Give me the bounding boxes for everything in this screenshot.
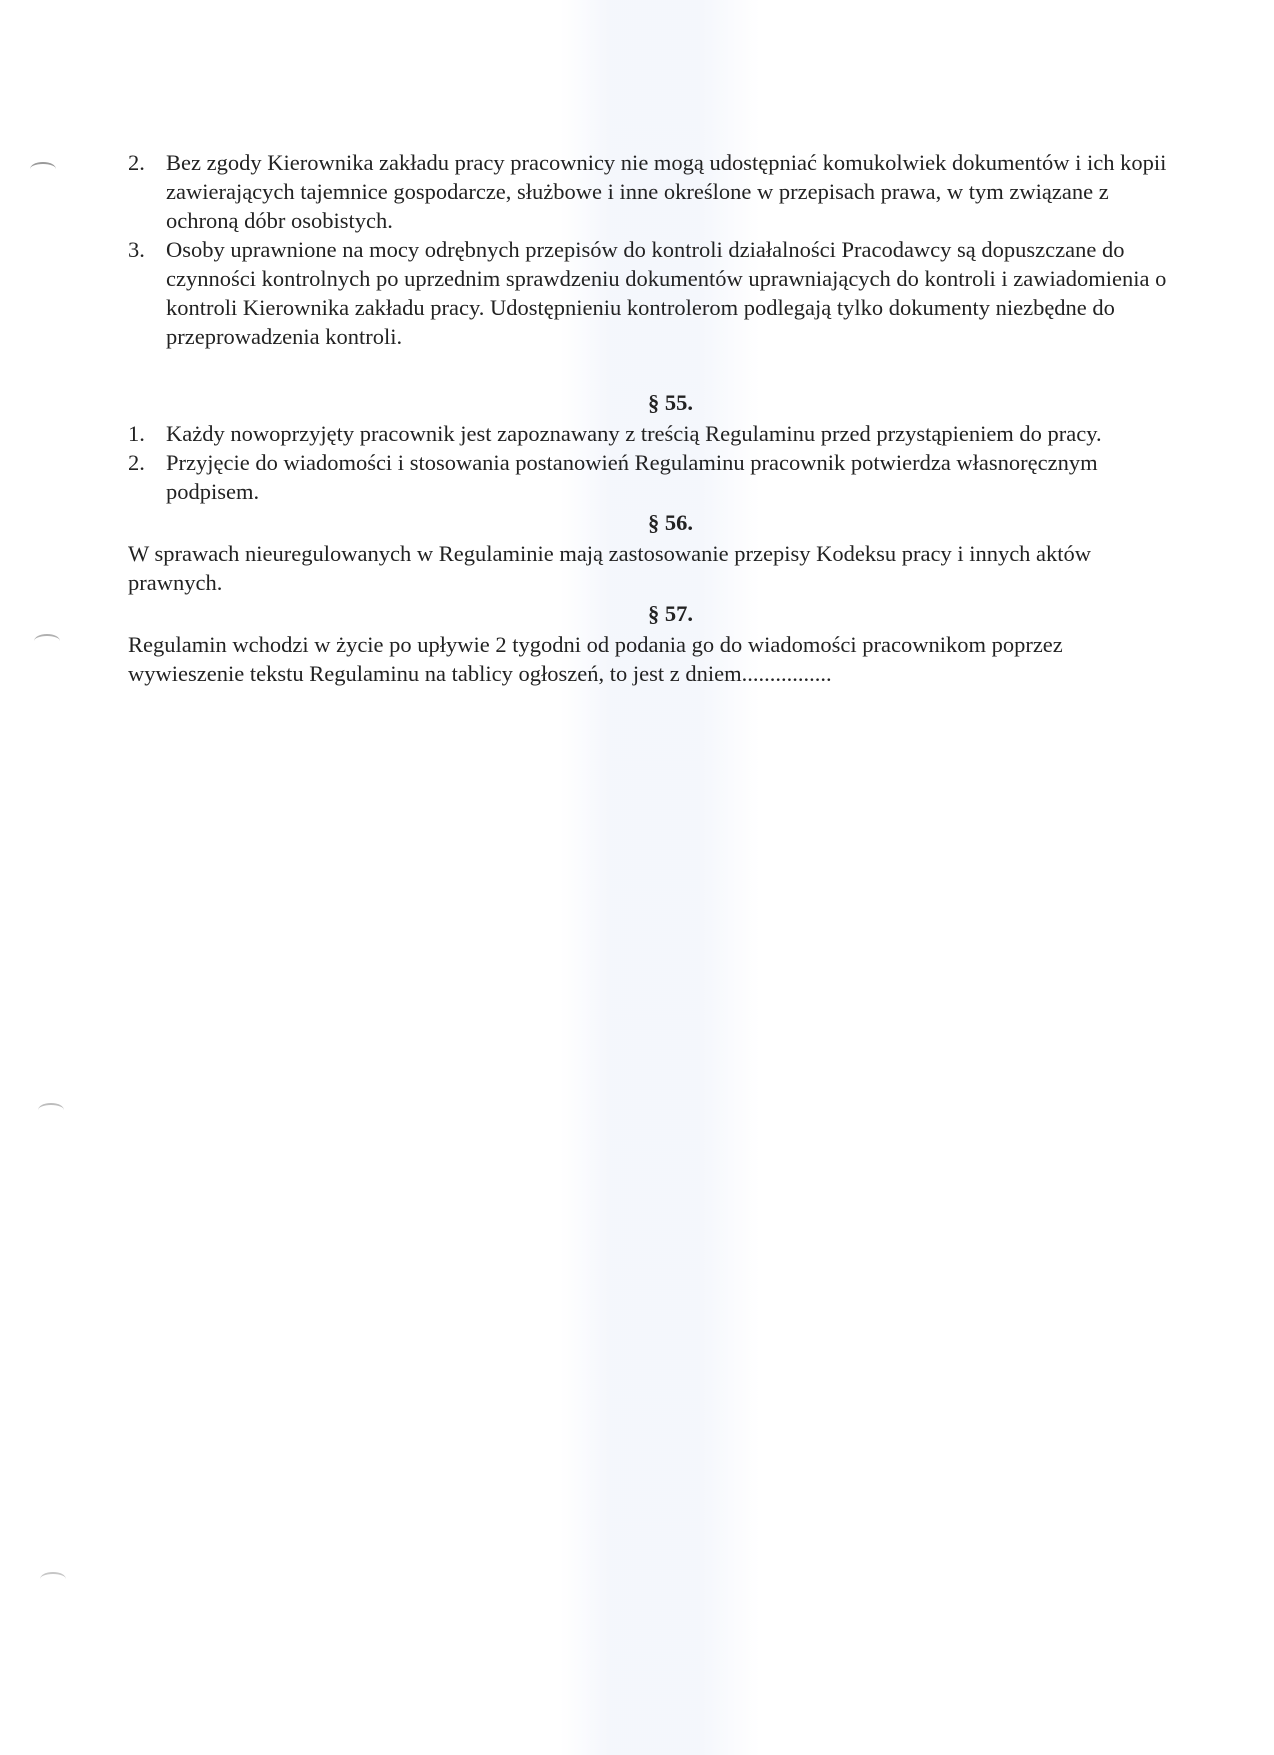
list-item	[128, 235, 1173, 351]
punch-hole-mark	[40, 1572, 66, 1586]
section-57-heading: § 57.	[648, 601, 693, 626]
list-item-number: 3.	[128, 237, 145, 262]
list-item	[128, 148, 1173, 235]
list-item	[128, 419, 1173, 448]
section-55-list	[128, 419, 1173, 506]
section-56-text: W sprawach nieuregulowanych w Regulaminie mają zastosowanie przepisy Kodeksu pracy i innych aktów prawnych.	[128, 541, 1092, 595]
list-item-text: Każdy nowoprzyjęty pracownik jest zapoznawany z treścią Regulaminu przed przystąpieniem do pracy.	[166, 421, 1102, 446]
intro-list	[128, 148, 1173, 351]
document-body	[128, 148, 1173, 688]
section-55-heading: § 55.	[648, 390, 693, 415]
section-56-heading: § 56.	[648, 510, 693, 535]
list-item-number: 2.	[128, 450, 145, 475]
section-57-text: Regulamin wchodzi w życie po upływie 2 tygodni od podania go do wiadomości pracownikom poprzez wywieszenie tekstu Regulaminu na tablicy ogłoszeń, to jest z dniem................	[128, 632, 1063, 686]
list-item-text: Bez zgody Kierownika zakładu pracy pracownicy nie mogą udostępniać komukolwiek dokumentów i ich kopii zawierających tajemnice gospodarcze, służbowe i inne określone w przepisach prawa, w tym związane z ochroną dóbr osobistych.	[166, 150, 1167, 233]
punch-hole-mark	[30, 162, 56, 176]
list-item-text: Przyjęcie do wiadomości i stosowania postanowień Regulaminu pracownik potwierdza własnoręcznym podpisem.	[166, 450, 1098, 504]
punch-hole-mark	[34, 634, 60, 648]
spacer	[128, 351, 1173, 386]
list-item-text: Osoby uprawnione na mocy odrębnych przepisów do kontroli działalności Pracodawcy są dopuszczane do czynności kontrolnych po uprzednim sprawdzeniu dokumentów uprawniających do kontroli i zawiadomienia o kontroli Kierownika zakładu pracy. Udostępnieniu kontrolerom podlegają tylko dokumenty niezbędne do przeprowadzenia kontroli.	[166, 237, 1167, 349]
punch-hole-mark	[38, 1103, 64, 1117]
list-item	[128, 448, 1173, 506]
list-item-number: 1.	[128, 421, 145, 446]
list-item-number: 2.	[128, 150, 145, 175]
